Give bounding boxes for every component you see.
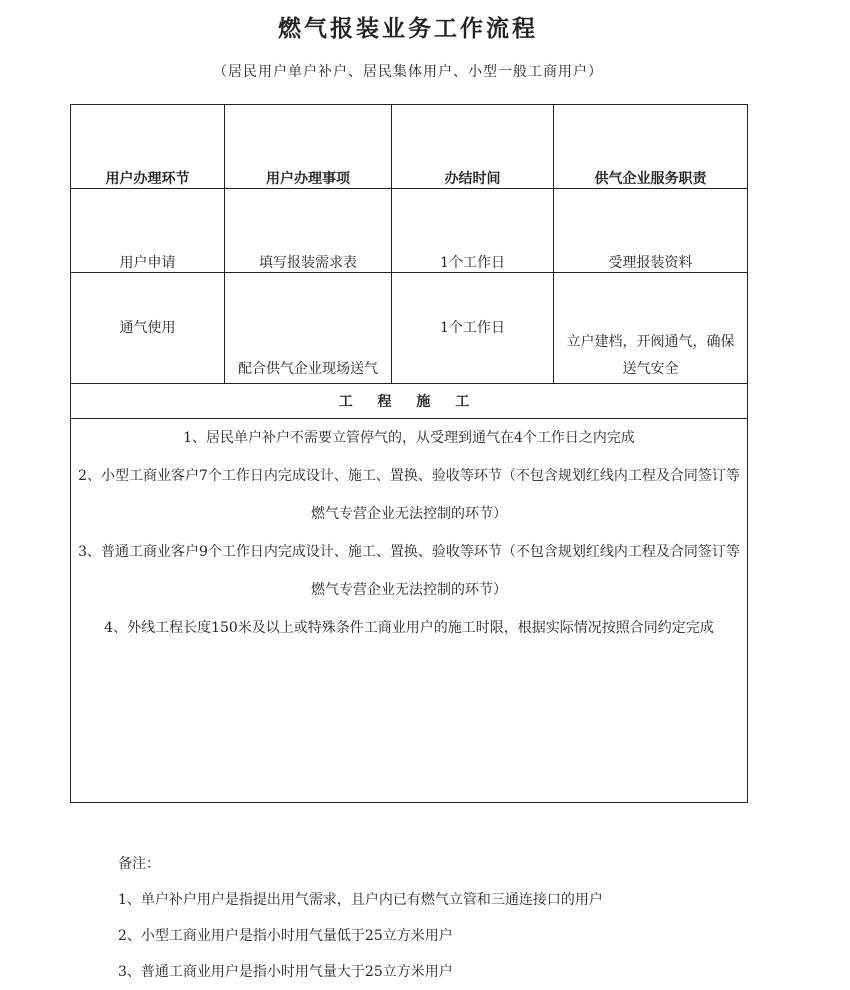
table-cell: 1个工作日 <box>392 273 554 384</box>
note-item: 3、普通工商业用户是指小时用气量大于25立方米用户 <box>118 964 453 980</box>
section-body <box>71 419 748 803</box>
section-item: 1、居民单户补户不需要立管停气的，从受理到通气在4个工作日之内完成 <box>183 430 635 446</box>
page-subtitle: （居民用户单户补户、居民集体用户、小型一般工商用户） <box>213 64 603 80</box>
table-row <box>71 189 748 273</box>
section-body-row <box>71 419 748 803</box>
page-title: 燃气报装业务工作流程 <box>278 16 538 42</box>
section-title: 工 程 施 工 <box>71 384 748 419</box>
section-item: 2、小型工商业客户7个工作日内完成设计、施工、置换、验收等环节（不包含规划红线内工程及合同签订等燃气专营企业无法控制的环节） <box>78 468 740 522</box>
table-cell: 立户建档，开阀通气，确保送气安全 <box>554 273 748 384</box>
table-row <box>71 273 748 384</box>
table-cell: 填写报装需求表 <box>225 189 392 273</box>
table-cell: 1个工作日 <box>392 189 554 273</box>
header-cell: 用户办理环节 <box>71 105 225 189</box>
table-cell: 配合供气企业现场送气 <box>225 273 392 384</box>
header-cell: 办结时间 <box>392 105 554 189</box>
table-header-row <box>71 105 748 189</box>
table-cell: 通气使用 <box>71 273 225 384</box>
notes-block <box>118 846 603 990</box>
note-item: 1、单户补户用户是指提出用气需求，且户内已有燃气立管和三通连接口的用户 <box>118 892 603 908</box>
section-header-row <box>71 384 748 419</box>
header-cell: 用户办理事项 <box>225 105 392 189</box>
note-item: 2、小型工商业用户是指小时用气量低于25立方米用户 <box>118 928 453 944</box>
section-item: 4、外线工程长度150米及以上或特殊条件工商业用户的施工时限，根据实际情况按照合同约定完成 <box>104 620 714 636</box>
section-item: 3、普通工商业客户9个工作日内完成设计、施工、置换、验收等环节（不包含规划红线内工程及合同签订等燃气专营企业无法控制的环节） <box>78 544 740 598</box>
header-cell: 供气企业服务职责 <box>554 105 748 189</box>
notes-label: 备注： <box>118 856 160 872</box>
process-table <box>70 104 748 803</box>
table-cell: 受理报装资料 <box>554 189 748 273</box>
table-cell: 用户申请 <box>71 189 225 273</box>
